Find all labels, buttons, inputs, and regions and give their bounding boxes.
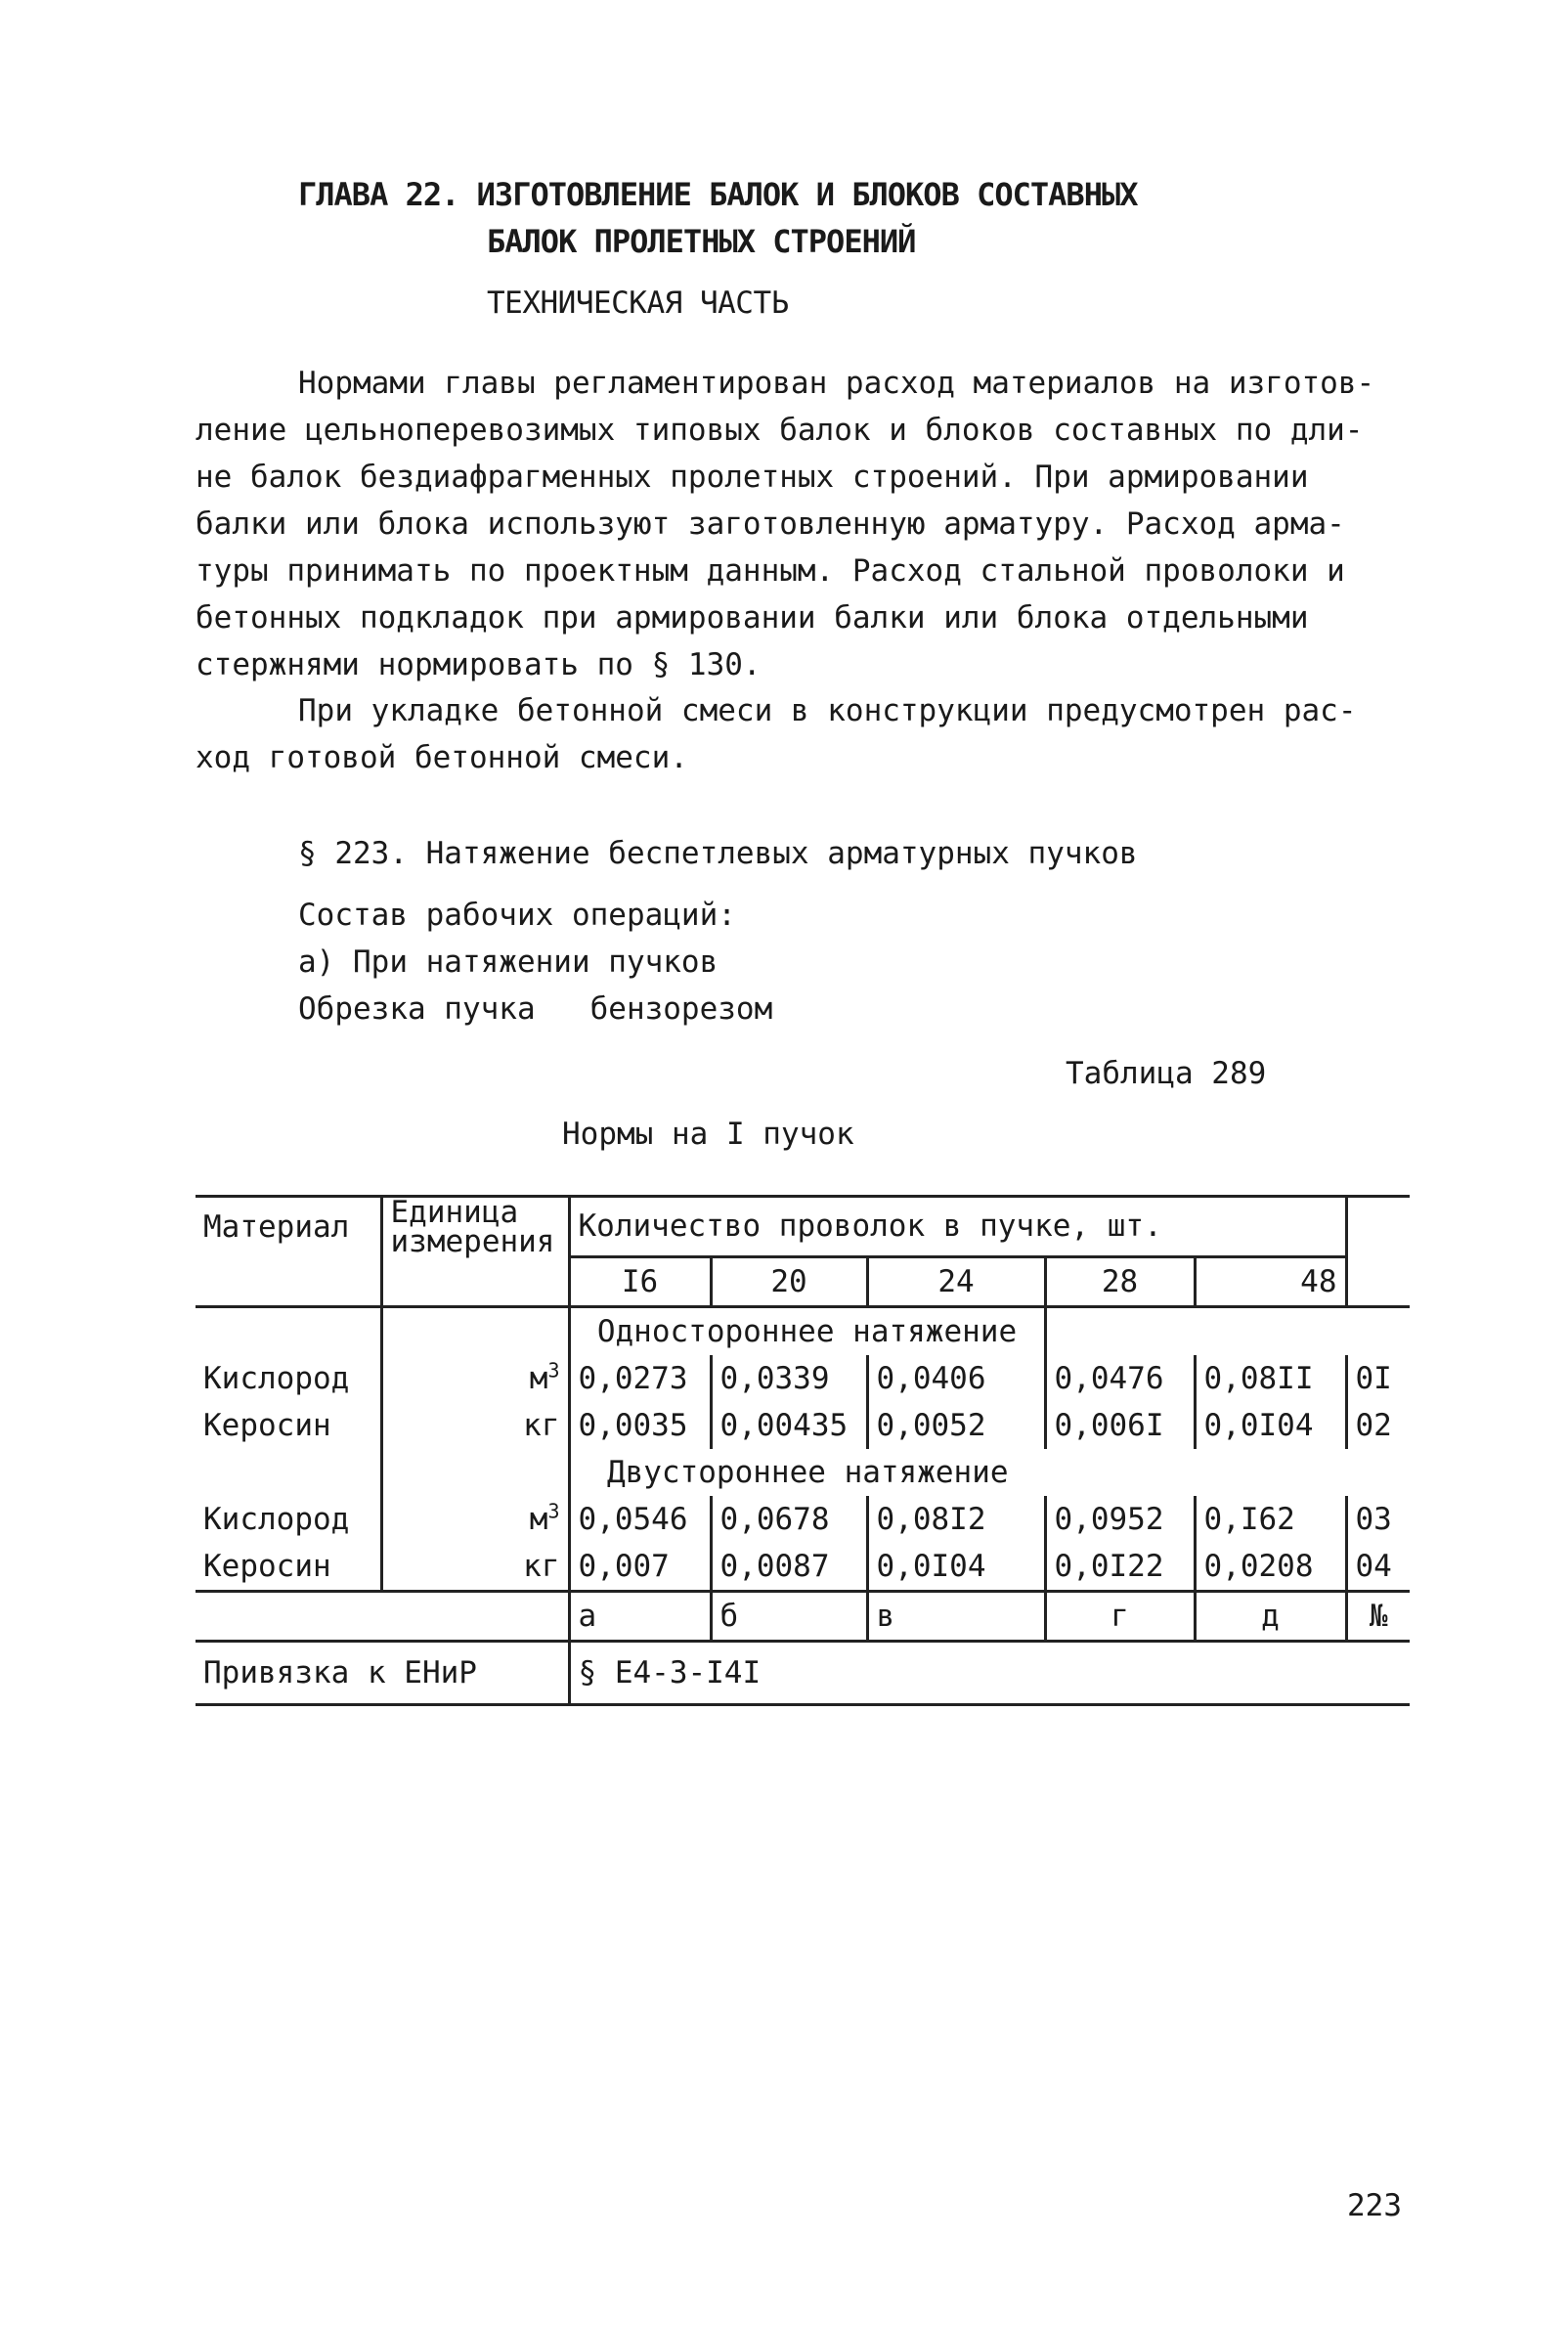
table-row: Кислород $м^3$ 0,0546 0,0678 0,08I2 0,0952 0,I62 03 xyxy=(196,1496,1410,1543)
header-row xyxy=(196,1197,1410,1257)
col-header: 28 xyxy=(1045,1256,1195,1306)
row-material: Керосин xyxy=(196,1543,381,1592)
binding-label: Привязка к ЕНиР xyxy=(196,1641,569,1704)
letters-row xyxy=(196,1591,1410,1641)
page-number: 223 xyxy=(1347,2188,1402,2223)
row-material: Кислород xyxy=(196,1496,381,1543)
table-number: Таблица 289 xyxy=(1066,1056,1267,1091)
row-material: Керосин xyxy=(196,1402,381,1449)
column-letter: г xyxy=(1045,1591,1195,1641)
column-letter: а xyxy=(569,1591,711,1641)
text-line: Нормами главы регламентирован расход материалов на изготов- xyxy=(298,366,1375,401)
group-title-row xyxy=(196,1449,1410,1496)
col-header: 20 xyxy=(711,1256,867,1306)
table-row: Керосин кг 0,0035 0,00435 0,0052 0,006I 0,0I04 02 xyxy=(196,1402,1410,1449)
table-subtitle: Нормы на I пучок xyxy=(562,1117,854,1152)
text-line: ление цельноперевозимых типовых балок и блоков составных по дли- xyxy=(196,413,1364,448)
row-code: 02 xyxy=(1355,1407,1392,1443)
row-code: 03 xyxy=(1355,1501,1392,1537)
group-title-row xyxy=(196,1306,1410,1355)
row-unit: кг xyxy=(381,1543,569,1592)
text-line: не балок бездиафрагменных пролетных строений. При армировании xyxy=(196,460,1309,495)
number-sign: № xyxy=(1346,1591,1410,1641)
binding-value: § Е4-3-I4I xyxy=(569,1641,1410,1704)
group-title: Двустороннее натяжение xyxy=(606,1454,1009,1490)
text-line: стержнями нормировать по § 130. xyxy=(196,647,762,682)
row-code: 0I xyxy=(1355,1360,1392,1396)
header-unit-line2: измерения xyxy=(390,1224,555,1259)
norms-table xyxy=(196,1195,1410,1706)
header-material: Материал xyxy=(196,1197,381,1257)
table-row: Керосин кг 0,007 0,0087 0,0I04 0,0I22 0,0208 04 xyxy=(196,1543,1410,1592)
column-letter: б xyxy=(711,1591,867,1641)
header-quantity: Количество проволок в пучке, шт. xyxy=(569,1197,1346,1257)
text-line: туры принимать по проектным данным. Расход стальной проволоки и xyxy=(196,553,1345,589)
row-unit: $м^3$ xyxy=(381,1355,569,1402)
row-material: Кислород xyxy=(196,1355,381,1402)
header-unit xyxy=(381,1197,569,1257)
text-line: При укладке бетонной смеси в конструкции предусмотрен рас- xyxy=(298,693,1357,728)
text-line: балки или блока используют заготовленную арматуру. Расход арма- xyxy=(196,506,1345,542)
binding-row xyxy=(196,1641,1410,1704)
paragraph-title: § 223. Натяжение беспетлевых арматурных пучков xyxy=(298,836,1138,871)
row-code: 04 xyxy=(1346,1543,1410,1592)
section-heading: ТЕХНИЧЕСКАЯ ЧАСТЬ xyxy=(487,285,789,321)
col-header: I6 xyxy=(569,1256,711,1306)
header-columns-row xyxy=(196,1256,1410,1306)
chapter-title: ГЛАВА 22. ИЗГОТОВЛЕНИЕ БАЛОК И БЛОКОВ СОСТАВНЫХ xyxy=(298,176,1138,213)
operation-text: Обрезка пучка бензорезом xyxy=(298,991,773,1027)
header-unit-line1: Единица xyxy=(390,1195,519,1230)
column-letter: д xyxy=(1195,1591,1346,1641)
operation-a: а) При натяжении пучков xyxy=(298,944,719,980)
text-line: бетонных подкладок при армировании балки или блока отдельными xyxy=(196,600,1309,636)
col-header: 24 xyxy=(867,1256,1045,1306)
technical-paragraph-1 xyxy=(196,360,1437,688)
row-unit: кг xyxy=(381,1402,569,1449)
row-unit: $м^3$ xyxy=(381,1496,569,1543)
col-header: 48 xyxy=(1195,1256,1346,1306)
chapter-title-continued: БАЛОК ПРОЛЕТНЫХ СТРОЕНИЙ xyxy=(487,223,916,260)
column-letter: в xyxy=(867,1591,1045,1641)
table-row: Кислород $м^3$ 0,0273 0,0339 0,0406 0,0476 0,08II 0I xyxy=(196,1355,1410,1402)
technical-paragraph-2 xyxy=(196,687,1437,781)
text-line: ход готовой бетонной смеси. xyxy=(196,740,688,775)
composition-label: Состав рабочих операций: xyxy=(298,898,736,933)
group-title: Одностороннее натяжение xyxy=(569,1306,1045,1355)
